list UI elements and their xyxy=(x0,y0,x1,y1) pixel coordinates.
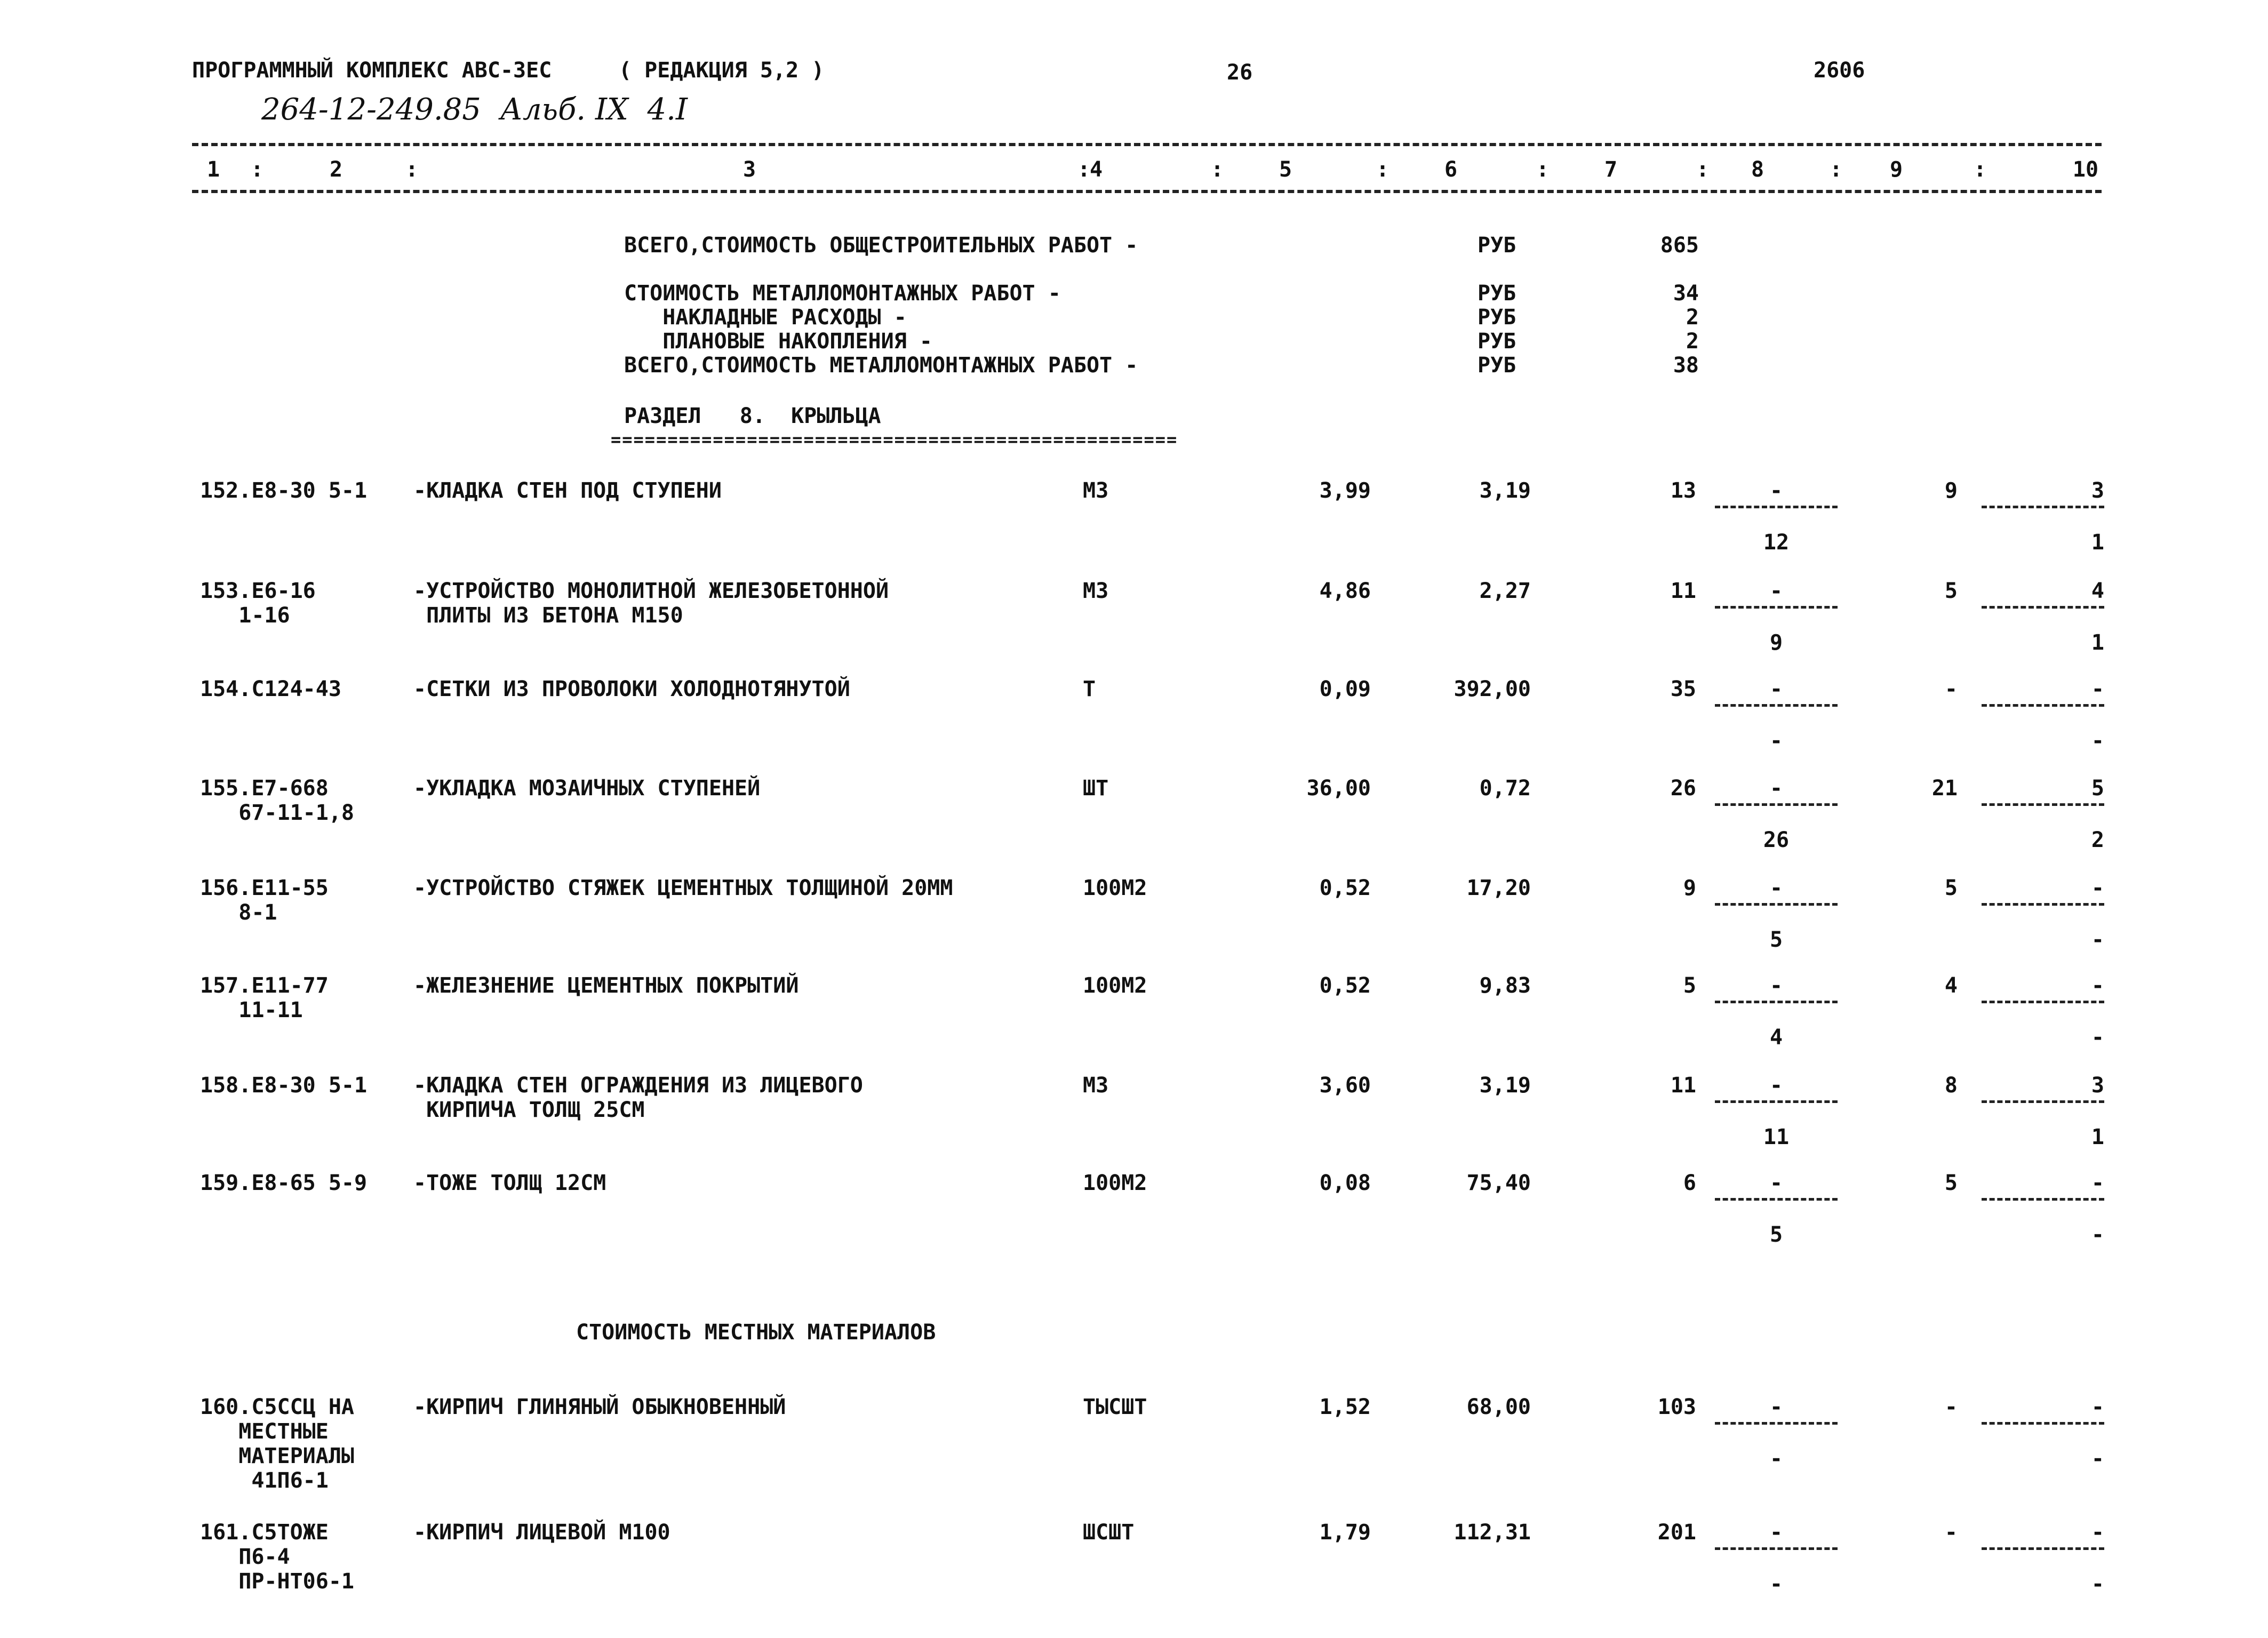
column-header-5: 5 xyxy=(1279,157,1292,182)
column-10-denominator: 1 xyxy=(2091,630,2104,655)
row-total: 103 xyxy=(1657,1395,1696,1419)
page-number: 26 xyxy=(1227,60,1253,85)
column-8-numerator: - xyxy=(1769,1171,1783,1195)
row-column-9: 21 xyxy=(1931,776,1958,801)
column-8-numerator: - xyxy=(1769,1395,1783,1419)
section-underline: ================================================== xyxy=(611,429,1178,450)
row-code: ПР-НТ06-1 xyxy=(200,1569,354,1594)
row-price: 3,19 xyxy=(1479,478,1531,503)
fraction-bar xyxy=(1715,704,1838,707)
summary-value: 2 xyxy=(1686,305,1699,330)
column-10-denominator: 1 xyxy=(2091,1125,2104,1149)
column-8-fraction xyxy=(1715,877,1838,950)
fraction-bar xyxy=(1715,1198,1838,1201)
row-total: 26 xyxy=(1670,776,1696,801)
section-title: РАЗДЕЛ 8. КРЫЛЬЦА xyxy=(624,404,881,428)
row-quantity: 3,99 xyxy=(1319,478,1371,503)
column-10-fraction xyxy=(1982,1396,2104,1469)
row-column-9: 5 xyxy=(1944,579,1958,603)
row-column-9: 4 xyxy=(1944,973,1958,998)
fraction-bar xyxy=(1982,1547,2104,1550)
row-unit: ШСШТ xyxy=(1083,1520,1135,1545)
column-10-numerator: - xyxy=(2091,677,2104,701)
column-10-numerator: - xyxy=(2091,1395,2104,1419)
fraction-bar xyxy=(1715,1422,1838,1425)
summary-unit: РУБ xyxy=(1478,233,1516,258)
row-total: 11 xyxy=(1670,1073,1696,1098)
row-code: П6-4 xyxy=(200,1545,290,1569)
row-code: 1-16 xyxy=(200,603,290,628)
row-price: 17,20 xyxy=(1466,876,1531,900)
row-code: 160.С5ССЦ НА xyxy=(200,1395,354,1419)
row-code: 154.С124-43 xyxy=(200,677,341,701)
row-total: 11 xyxy=(1670,579,1696,603)
row-quantity: 1,79 xyxy=(1319,1520,1371,1545)
column-8-denominator: 11 xyxy=(1763,1125,1790,1149)
column-8-numerator: - xyxy=(1769,478,1783,503)
column-separator: : xyxy=(1830,157,1843,182)
row-code: 161.С5ТОЖЕ xyxy=(200,1520,329,1545)
row-column-9: 5 xyxy=(1944,876,1958,900)
summary-value: 2 xyxy=(1686,329,1699,354)
row-total: 5 xyxy=(1683,973,1696,998)
row-description: -КЛАДКА СТЕН ОГРАЖДЕНИЯ ИЗ ЛИЦЕВОГО xyxy=(413,1073,863,1098)
column-8-denominator: 12 xyxy=(1763,530,1790,555)
row-total: 201 xyxy=(1657,1520,1696,1545)
row-unit: Т xyxy=(1083,677,1096,701)
column-8-numerator: - xyxy=(1769,1073,1783,1098)
column-10-numerator: 3 xyxy=(2091,478,2104,503)
row-quantity: 0,52 xyxy=(1319,973,1371,998)
row-description: -КЛАДКА СТЕН ПОД СТУПЕНИ xyxy=(413,478,722,503)
row-price: 392,00 xyxy=(1454,677,1531,701)
column-8-denominator: 5 xyxy=(1769,1222,1783,1247)
row-unit: М3 xyxy=(1083,1073,1109,1098)
column-10-fraction xyxy=(1982,1075,2104,1148)
column-10-denominator: - xyxy=(2091,729,2104,753)
row-code: 11-11 xyxy=(200,998,303,1022)
row-description: -УСТРОЙСТВО МОНОЛИТНОЙ ЖЕЛЕЗОБЕТОННОЙ xyxy=(413,579,889,603)
column-8-denominator: - xyxy=(1769,1572,1783,1596)
row-code: 157.Е11-77 xyxy=(200,973,329,998)
row-column-9: - xyxy=(1944,677,1958,701)
column-separator: : xyxy=(1536,157,1550,182)
row-quantity: 0,09 xyxy=(1319,677,1371,701)
row-description: -УКЛАДКА МОЗАИЧНЫХ СТУПЕНЕЙ xyxy=(413,776,761,801)
column-8-fraction xyxy=(1715,1075,1838,1148)
header-rule-top xyxy=(192,143,2102,146)
row-description: -УСТРОЙСТВО СТЯЖЕК ЦЕМЕНТНЫХ ТОЛЩИНОЙ 20ММ xyxy=(413,876,953,900)
summary-label: ПЛАНОВЫЕ НАКОПЛЕНИЯ - xyxy=(624,329,932,354)
fraction-bar xyxy=(1715,1001,1838,1003)
column-header-4: 4 xyxy=(1089,157,1103,182)
column-8-fraction xyxy=(1715,580,1838,653)
column-separator: : xyxy=(251,157,264,182)
column-separator: : xyxy=(405,157,419,182)
column-8-fraction xyxy=(1715,778,1838,851)
column-8-numerator: - xyxy=(1769,579,1783,603)
column-header-2: 2 xyxy=(329,157,343,182)
column-10-fraction xyxy=(1982,678,2104,752)
row-description: -ТОЖЕ ТОЛЩ 12СМ xyxy=(413,1171,606,1195)
column-8-fraction xyxy=(1715,975,1838,1048)
column-10-numerator: - xyxy=(2091,1171,2104,1195)
row-quantity: 1,52 xyxy=(1319,1395,1371,1419)
column-8-denominator: 4 xyxy=(1769,1025,1783,1050)
row-code: 153.Е6-16 xyxy=(200,579,316,603)
row-code: 152.Е8-30 5-1 xyxy=(200,478,368,503)
column-10-numerator: - xyxy=(2091,876,2104,900)
column-header-3: 3 xyxy=(742,157,756,182)
row-price: 68,00 xyxy=(1466,1395,1531,1419)
column-10-numerator: 4 xyxy=(2091,579,2104,603)
row-code: 156.Е11-55 xyxy=(200,876,329,900)
column-8-numerator: - xyxy=(1769,677,1783,701)
fraction-bar xyxy=(1982,506,2104,508)
column-header-1: 1 xyxy=(206,157,220,182)
column-8-denominator: 9 xyxy=(1769,630,1783,655)
column-10-numerator: - xyxy=(2091,973,2104,998)
fraction-bar xyxy=(1982,803,2104,806)
fraction-bar xyxy=(1982,1001,2104,1003)
fraction-bar xyxy=(1982,1100,2104,1103)
row-total: 9 xyxy=(1683,876,1696,900)
column-10-denominator: 1 xyxy=(2091,530,2104,555)
summary-label: ВСЕГО,СТОИМОСТЬ МЕТАЛЛОМОНТАЖНЫХ РАБОТ - xyxy=(624,353,1138,378)
column-8-numerator: - xyxy=(1769,776,1783,801)
row-unit: М3 xyxy=(1083,478,1109,503)
row-description: -ЖЕЛЕЗНЕНИЕ ЦЕМЕНТНЫХ ПОКРЫТИЙ xyxy=(413,973,799,998)
fraction-bar xyxy=(1715,1547,1838,1550)
row-price: 3,19 xyxy=(1479,1073,1531,1098)
row-quantity: 4,86 xyxy=(1319,579,1371,603)
summary-value: 38 xyxy=(1673,353,1699,378)
column-8-denominator: - xyxy=(1769,729,1783,753)
column-10-denominator: 2 xyxy=(2091,828,2104,852)
column-10-denominator: - xyxy=(2091,1447,2104,1471)
summary-label: НАКЛАДНЫЕ РАСХОДЫ - xyxy=(624,305,907,330)
row-column-9: - xyxy=(1944,1520,1958,1545)
row-description: ПЛИТЫ ИЗ БЕТОНА М150 xyxy=(413,603,683,628)
column-header-9: 9 xyxy=(1889,157,1903,182)
row-column-9: 8 xyxy=(1944,1073,1958,1098)
row-price: 9,83 xyxy=(1479,973,1531,998)
fraction-bar xyxy=(1715,1100,1838,1103)
column-separator: : xyxy=(1077,157,1091,182)
document-code: 2606 xyxy=(1814,58,1865,83)
row-price: 112,31 xyxy=(1454,1520,1531,1545)
column-10-fraction xyxy=(1982,480,2104,553)
column-separator: : xyxy=(1211,157,1224,182)
fraction-bar xyxy=(1982,606,2104,609)
column-8-fraction xyxy=(1715,1396,1838,1469)
column-8-numerator: - xyxy=(1769,973,1783,998)
column-header-6: 6 xyxy=(1444,157,1458,182)
column-8-denominator: - xyxy=(1769,1447,1783,1471)
column-10-fraction xyxy=(1982,975,2104,1048)
fraction-bar xyxy=(1982,704,2104,707)
fraction-bar xyxy=(1715,903,1838,906)
row-price: 75,40 xyxy=(1466,1171,1531,1195)
row-code: 159.Е8-65 5-9 xyxy=(200,1171,368,1195)
row-code: 155.Е7-668 xyxy=(200,776,329,801)
column-8-fraction xyxy=(1715,678,1838,752)
column-10-numerator: 5 xyxy=(2091,776,2104,801)
row-code: 158.Е8-30 5-1 xyxy=(200,1073,368,1098)
row-price: 2,27 xyxy=(1479,579,1531,603)
fraction-bar xyxy=(1715,606,1838,609)
summary-unit: РУБ xyxy=(1478,353,1516,378)
row-code: МЕСТНЫЕ xyxy=(200,1419,329,1444)
column-10-fraction xyxy=(1982,877,2104,950)
row-unit: ТЫСШТ xyxy=(1083,1395,1147,1419)
summary-value: 865 xyxy=(1660,233,1699,258)
fraction-bar xyxy=(1715,803,1838,806)
row-quantity: 3,60 xyxy=(1319,1073,1371,1098)
summary-unit: РУБ xyxy=(1478,281,1516,306)
row-quantity: 0,52 xyxy=(1319,876,1371,900)
column-10-fraction xyxy=(1982,580,2104,653)
summary-label: СТОИМОСТЬ МЕТАЛЛОМОНТАЖНЫХ РАБОТ - xyxy=(624,281,1061,306)
row-unit: ШТ xyxy=(1083,776,1109,801)
column-separator: : xyxy=(1696,157,1710,182)
row-total: 13 xyxy=(1670,478,1696,503)
edition-label: ( РЕДАКЦИЯ 5,2 ) xyxy=(619,58,825,83)
column-8-numerator: - xyxy=(1769,1520,1783,1545)
fraction-bar xyxy=(1982,903,2104,906)
column-10-fraction xyxy=(1982,1522,2104,1595)
column-header-10: 10 xyxy=(2072,157,2099,182)
row-unit: 100М2 xyxy=(1083,1171,1147,1195)
column-header-8: 8 xyxy=(1751,157,1764,182)
column-8-fraction xyxy=(1715,1172,1838,1245)
row-unit: М3 xyxy=(1083,579,1109,603)
handwritten-note: 264-12-249.85 Альб. IX 4.I xyxy=(261,92,688,127)
summary-unit: РУБ xyxy=(1478,329,1516,354)
column-header-7: 7 xyxy=(1604,157,1618,182)
row-unit: 100М2 xyxy=(1083,876,1147,900)
column-10-denominator: - xyxy=(2091,928,2104,952)
row-code: 67-11-1,8 xyxy=(200,801,354,825)
column-8-fraction xyxy=(1715,480,1838,553)
column-10-denominator: - xyxy=(2091,1222,2104,1247)
materials-title: СТОИМОСТЬ МЕСТНЫХ МАТЕРИАЛОВ xyxy=(576,1320,936,1345)
column-10-fraction xyxy=(1982,778,2104,851)
row-quantity: 36,00 xyxy=(1306,776,1371,801)
column-10-denominator: - xyxy=(2091,1025,2104,1050)
row-code: 8-1 xyxy=(200,900,277,925)
summary-unit: РУБ xyxy=(1478,305,1516,330)
row-description: -КИРПИЧ ГЛИНЯНЫЙ ОБЫКНОВЕННЫЙ xyxy=(413,1395,786,1419)
row-code: МАТЕРИАЛЫ xyxy=(200,1444,354,1468)
column-8-denominator: 5 xyxy=(1769,928,1783,952)
program-title: ПРОГРАММНЫЙ КОМПЛЕКС АВС-3ЕС xyxy=(192,58,552,83)
row-unit: 100М2 xyxy=(1083,973,1147,998)
row-description: КИРПИЧА ТОЛЩ 25СМ xyxy=(413,1098,645,1122)
fraction-bar xyxy=(1982,1422,2104,1425)
column-10-numerator: - xyxy=(2091,1520,2104,1545)
column-10-numerator: 3 xyxy=(2091,1073,2104,1098)
row-column-9: - xyxy=(1944,1395,1958,1419)
row-total: 6 xyxy=(1683,1171,1696,1195)
row-code: 41П6-1 xyxy=(200,1468,329,1493)
column-10-fraction xyxy=(1982,1172,2104,1245)
summary-value: 34 xyxy=(1673,281,1699,306)
row-column-9: 9 xyxy=(1944,478,1958,503)
row-total: 35 xyxy=(1670,677,1696,701)
row-price: 0,72 xyxy=(1479,776,1531,801)
row-column-9: 5 xyxy=(1944,1171,1958,1195)
fraction-bar xyxy=(1982,1198,2104,1201)
column-10-denominator: - xyxy=(2091,1572,2104,1596)
column-separator: : xyxy=(1376,157,1389,182)
column-8-denominator: 26 xyxy=(1763,828,1790,852)
summary-label: ВСЕГО,СТОИМОСТЬ ОБЩЕСТРОИТЕЛЬНЫХ РАБОТ - xyxy=(624,233,1138,258)
column-separator: : xyxy=(1974,157,1987,182)
row-quantity: 0,08 xyxy=(1319,1171,1371,1195)
header-rule-bottom xyxy=(192,190,2102,193)
column-8-fraction xyxy=(1715,1522,1838,1595)
row-description: -СЕТКИ ИЗ ПРОВОЛОКИ ХОЛОДНОТЯНУТОЙ xyxy=(413,677,850,701)
fraction-bar xyxy=(1715,506,1838,508)
column-8-numerator: - xyxy=(1769,876,1783,900)
row-description: -КИРПИЧ ЛИЦЕВОЙ М100 xyxy=(413,1520,670,1545)
